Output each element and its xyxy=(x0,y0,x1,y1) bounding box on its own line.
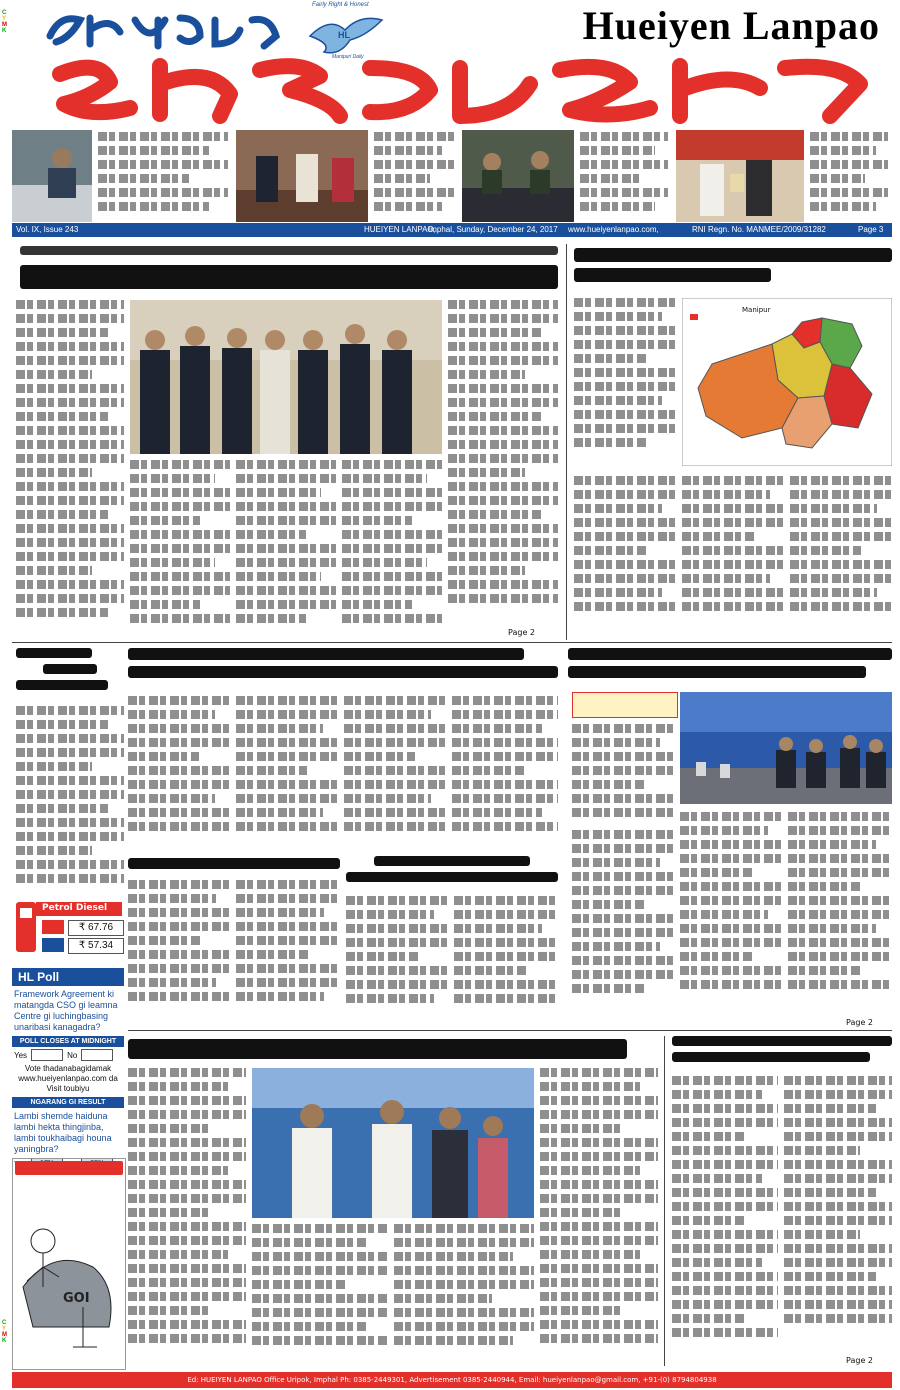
poll-vote-text[interactable]: Vote thadanabagidamak www.hueiyenlanpao.com da Visit toubiyu xyxy=(18,1064,118,1093)
sidebar-story-headline[interactable] xyxy=(16,648,124,700)
lead-text-col-3 xyxy=(236,460,336,638)
map-text-col xyxy=(574,298,678,468)
lead-photo xyxy=(130,300,442,454)
poll-options xyxy=(14,1049,122,1061)
info-bar xyxy=(12,223,892,237)
feature-text-col-1 xyxy=(128,1068,246,1364)
strip-story-1[interactable] xyxy=(12,130,232,222)
map-headline[interactable] xyxy=(574,248,892,288)
manipur-district-map xyxy=(682,298,892,466)
diesel-price: ₹ 57.34 xyxy=(68,938,124,954)
publisher: HUEIYEN LANPAO, xyxy=(364,225,436,234)
lead-text-col-4 xyxy=(342,460,442,638)
lead-kicker xyxy=(20,244,558,258)
poll-closes: POLL CLOSES AT MIDNIGHT xyxy=(12,1036,124,1047)
column-rule xyxy=(566,244,567,640)
strip-photo xyxy=(462,130,574,222)
poll-result-question: Lambi shemde haiduna lambi hekta thingjinba, lambi toukhaibagi houna yaningbra? xyxy=(14,1111,112,1154)
map-text-col-2 xyxy=(574,476,678,626)
registration-mark: C Y M K xyxy=(2,10,7,34)
jump-marker[interactable]: Page 2 xyxy=(508,628,535,637)
volume-issue: Vol. IX, Issue 243 xyxy=(16,225,79,234)
right-bottom-headline[interactable] xyxy=(672,1036,892,1070)
logo-tagline: Fairly Right & Honest xyxy=(312,2,369,8)
petrol-price: ₹ 67.76 xyxy=(68,920,124,936)
feature-text-col-2 xyxy=(252,1224,388,1364)
strip-photo xyxy=(236,130,368,222)
annual-function-kicker xyxy=(572,692,678,718)
svg-text:HL: HL xyxy=(338,30,350,40)
section-rule xyxy=(12,642,892,643)
cartoon-header xyxy=(15,1161,123,1175)
poll-question: Framework Agreement ki matangda CSO gi leamna Centre gi luchingbasing unaribasi kanagadra? xyxy=(14,989,118,1032)
annual-text-col-2 xyxy=(572,830,676,1016)
footer-bar: Ed: HUEIYEN LANPAO Office Uripok, Imphal Ph: 0385-2449301, Advertisement 0385-2440944, Email: hueiyenlanpao@gmail.com, +91-(0) 8794804938 xyxy=(12,1372,892,1388)
fuel-title: Petrol Diesel xyxy=(42,903,108,913)
masthead xyxy=(0,0,900,128)
feature-photo xyxy=(252,1068,534,1218)
poll-result-title: NGARANG GI RESULT xyxy=(12,1097,124,1108)
hl-poll xyxy=(12,968,124,1172)
lead-headline[interactable] xyxy=(20,262,558,292)
registration-mark: C Y M K xyxy=(2,1320,7,1344)
poll-yes-box[interactable] xyxy=(31,1049,63,1061)
page-number: Page 3 xyxy=(858,225,884,234)
poll-yes-label: Yes xyxy=(14,1050,28,1060)
poll-no-label: No xyxy=(67,1050,78,1060)
small-story-2-headline[interactable] xyxy=(346,856,558,890)
cartoon-text: GOI xyxy=(63,1291,90,1306)
small-story-1-col-1 xyxy=(128,880,232,1016)
cartoon-drawing xyxy=(13,1177,125,1367)
right-bottom-col-2 xyxy=(784,1076,892,1352)
logo-script-main xyxy=(40,54,890,124)
strip-story-3[interactable] xyxy=(462,130,672,222)
lead-text-col-2 xyxy=(130,460,230,638)
strip-story-4[interactable] xyxy=(676,130,892,222)
map-text-col-3 xyxy=(682,476,786,626)
middle-headline[interactable] xyxy=(128,648,558,688)
website-link[interactable]: www.hueiyenlanpao.com, xyxy=(568,225,659,234)
strip-story-2[interactable] xyxy=(236,130,458,222)
rni-number: RNI Regn. No. MANMEE/2009/31282 xyxy=(692,225,826,234)
strip-photo xyxy=(676,130,804,222)
annual-function-photo xyxy=(680,692,892,804)
logo-script-top xyxy=(40,6,290,54)
bottom-feature-headline[interactable] xyxy=(128,1036,648,1062)
right-bottom-col-1 xyxy=(672,1076,778,1364)
poll-no-box[interactable] xyxy=(81,1049,113,1061)
dateline: Imphal, Sunday, December 24, 2017 xyxy=(428,225,558,234)
feature-text-col-4 xyxy=(540,1068,658,1364)
small-story-1-col-2 xyxy=(236,880,340,1016)
annual-text-col-1 xyxy=(572,724,676,824)
lead-text-col-5 xyxy=(448,300,558,626)
jump-marker[interactable]: Page 2 xyxy=(846,1356,873,1365)
fuel-price-box xyxy=(12,900,124,960)
annual-text-col-3 xyxy=(680,812,784,1016)
brand-name: Hueiyen Lanpao xyxy=(582,3,880,48)
poll-title: HL Poll xyxy=(12,968,124,986)
annual-text-col-4 xyxy=(788,812,892,1016)
annual-function-headline[interactable] xyxy=(568,648,892,688)
middle-text-col-4 xyxy=(452,696,558,846)
map-text-col-4 xyxy=(790,476,892,626)
logo-caption: Manipuri Daily xyxy=(332,54,364,60)
middle-text-col-1 xyxy=(128,696,230,846)
small-story-1-headline[interactable] xyxy=(128,856,340,872)
middle-text-col-2 xyxy=(236,696,338,846)
column-rule xyxy=(664,1036,665,1366)
map-inset-label: Manipur xyxy=(742,306,771,314)
strip-photo xyxy=(12,130,92,222)
middle-text-col-3 xyxy=(344,696,446,846)
feature-text-col-3 xyxy=(394,1224,534,1364)
sidebar-story-text xyxy=(16,706,124,894)
lead-text-col-1 xyxy=(16,300,124,638)
cartoon-box xyxy=(12,1158,126,1370)
small-story-2-col-1 xyxy=(346,896,450,1016)
jump-marker[interactable]: Page 2 xyxy=(846,1018,873,1027)
section-rule xyxy=(128,1030,892,1031)
small-story-2-col-2 xyxy=(454,896,558,1016)
